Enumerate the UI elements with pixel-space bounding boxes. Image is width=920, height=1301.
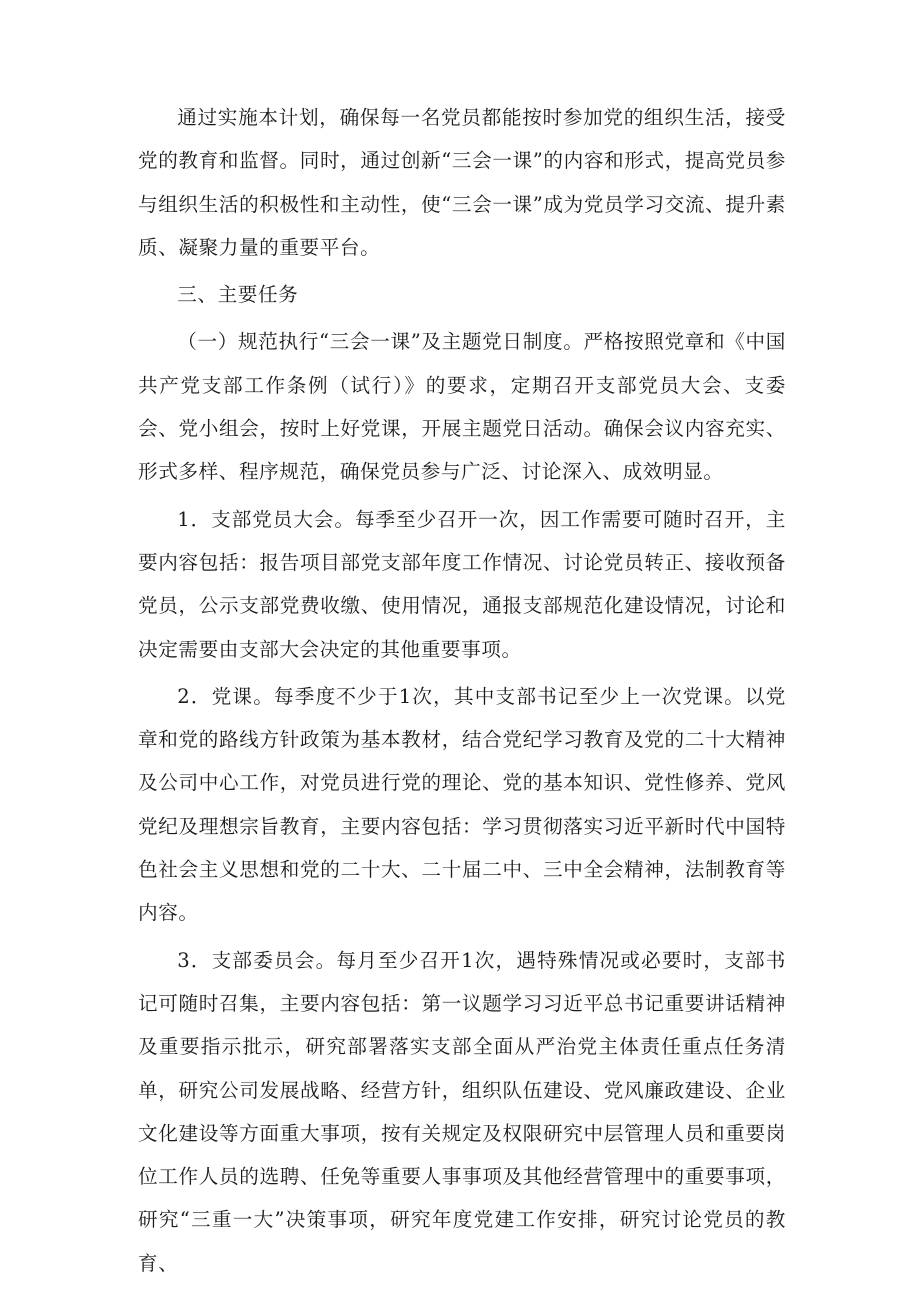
paragraph-branch-general-meeting: 1．支部党员大会。每季至少召开一次，因工作需要可随时召开，主要内容包括：报告项目部党支部年度工作情况、讨论党员转正、接收预备党员，公示支部党费收缴、使用情况，通报支部规范化建设情况，讨论和决定需要由支部大会决定的其他重要事项。: [138, 507, 786, 661]
paragraph-branch-committee: 3．支部委员会。每月至少召开1次，遇特殊情况或必要时，支部书记可随时召集，主要内容包括：第一议题学习习近平总书记重要讲话精神及重要指示批示，研究部署落实支部全面从严治党主体责任重点任务清单，研究公司发展战略、经营方针，组织队伍建设、党风廉政建设、企业文化建设等方面重大事项，按有关规定及权限研究中层管理人员和重要岗位工作人员的选聘、任免等重要人事事项及其他经营管理中的重要事项，研究“三重一大”决策事项，研究年度党建工作安排，研究讨论党员的教育、: [138, 948, 786, 1275]
document-page: [138, 96, 786, 1285]
paragraph-task-one: （一）规范执行“三会一课”及主题党日制度。严格按照党章和《中国共产党支部工作条例（试行）》的要求，定期召开支部党员大会、支委会、党小组会，按时上好党课，开展主题党日活动。确保会议内容充实、形式多样、程序规范，确保党员参与广泛、讨论深入、成效明显。: [138, 330, 786, 484]
section-heading-main-tasks: 三、主要任务: [177, 283, 299, 307]
paragraph-party-lecture: 2．党课。每季度不少于1次，其中支部书记至少上一次党课。以党章和党的路线方针政策为基本教材，结合党纪学习教育及党的二十大精神及公司中心工作，对党员进行党的理论、党的基本知识、党性修养、党风党纪及理想宗旨教育，主要内容包括：学习贯彻落实习近平新时代中国特色社会主义思想和党的二十大、二十届二中、三中全会精神，法制教育等内容。: [138, 684, 786, 925]
paragraph-plan-goal: 通过实施本计划，确保每一名党员都能按时参加党的组织生活，接受党的教育和监督。同时，通过创新“三会一课”的内容和形式，提高党员参与组织生活的积极性和主动性，使“三会一课”成为党员学习交流、提升素质、凝聚力量的重要平台。: [138, 106, 786, 259]
